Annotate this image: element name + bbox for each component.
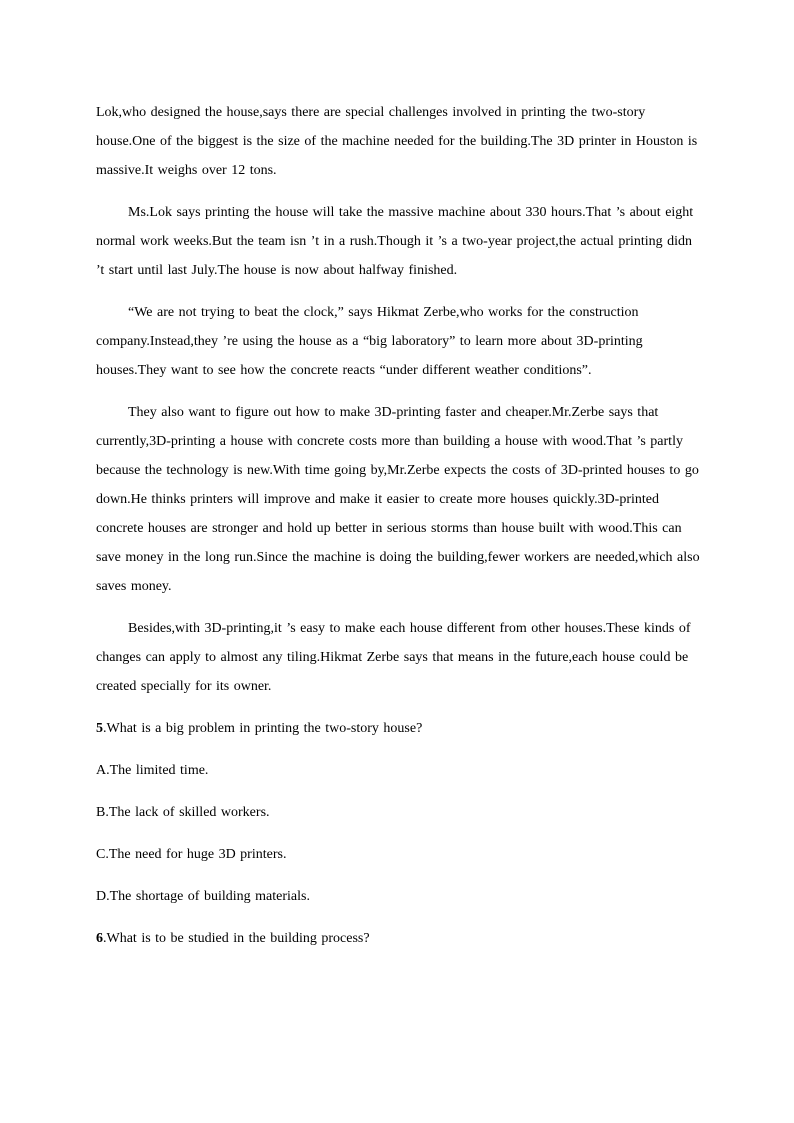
passage-paragraph-5: Besides,with 3D-printing,it ’s easy to make each house different from other houses.These kinds of changes can apply to almost any tiling.Hikmat Zerbe says that means in the future,each house could be created specially for its owner. [96, 621, 691, 694]
question-number: 5 [96, 721, 103, 736]
passage-paragraph-3: “We are not trying to beat the clock,” says Hikmat Zerbe,who works for the construction company.Instead,they ’re using the house as a “big laboratory” to learn more about 3D-printing houses.They want to see how the concrete reacts “under different weather conditions”. [96, 305, 643, 378]
option-c: C.The need for huge 3D printers. [96, 847, 287, 862]
passage-paragraph-1: Lok,who designed the house,says there are special challenges involved in printing the two-story house.One of the biggest is the size of the machine needed for the building.The 3D printer in Houston is massive.It weighs over 12 tons. [96, 105, 698, 178]
question-text: .What is to be studied in the building process? [103, 931, 370, 946]
passage-paragraph-4: They also want to figure out how to make 3D-printing faster and cheaper.Mr.Zerbe says that currently,3D-printing a house with concrete costs more than building a house with wood.That ’s partly because the technology is new.With time going by,Mr.Zerbe expects the costs of 3D-printed houses to go down.He thinks printers will improve and make it easier to create more houses quickly.3D-printed concrete houses are stronger and hold up better in serious storms than house built with wood.This can save money in the long run.Since the machine is doing the building,fewer workers are needed,which also saves money. [96, 405, 700, 594]
question-6 [96, 924, 700, 953]
question-text: .What is a big problem in printing the two-story house? [103, 721, 423, 736]
passage-paragraph-2: Ms.Lok says printing the house will take the massive machine about 330 hours.That ’s about eight normal work weeks.But the team isn ’t in a rush.Though it ’s a two-year project,the actual printing didn ’t start until last July.The house is now about halfway finished. [96, 205, 694, 278]
question-5 [96, 714, 700, 743]
option-d: D.The shortage of building materials. [96, 889, 310, 904]
option-b: B.The lack of skilled workers. [96, 805, 270, 820]
document-page [96, 98, 700, 966]
option-a: A.The limited time. [96, 763, 209, 778]
question-number: 6 [96, 931, 103, 946]
